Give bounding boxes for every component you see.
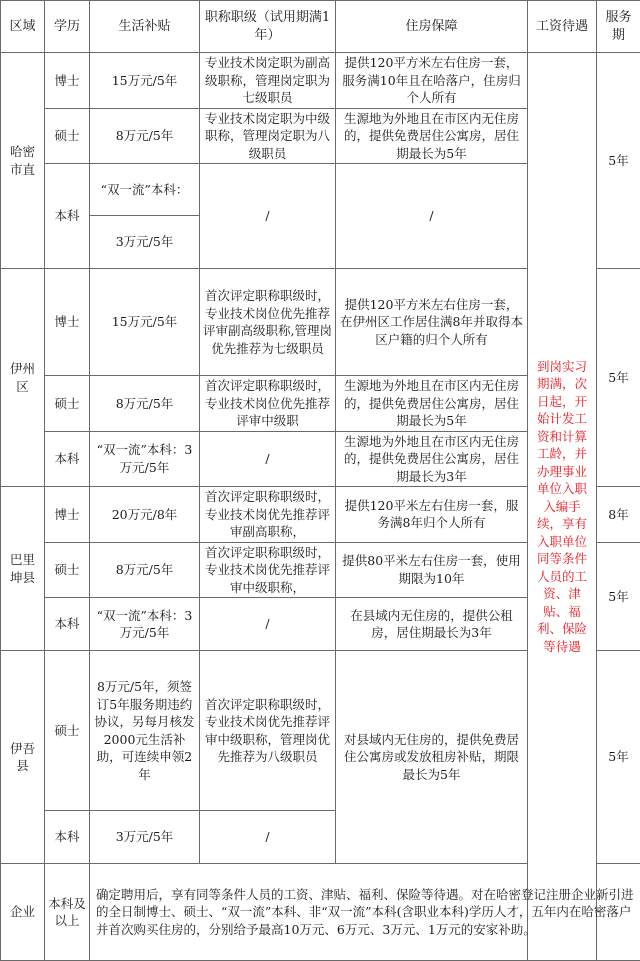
subsidy-cell: 8万元/5年，须签订5年服务期违约协议，另每月核发2000元生活补助，可连续申领2年	[90, 651, 200, 811]
subsidy-cell: “双一流”本科：	[90, 164, 200, 216]
title-level-cell: 首次评定职称职级时，专业技术岗优先推荐评审中级职称，	[200, 542, 336, 598]
service-cell: 5年	[597, 542, 640, 651]
housing-cell: 提供80平米左右住房一套，使用期限为10年	[336, 542, 528, 598]
header-salary: 工资待遇	[528, 1, 597, 53]
table-row	[1, 53, 640, 109]
subsidy-cell: 3万元/5年	[90, 216, 200, 269]
region-enterprise: 企业	[1, 864, 45, 961]
title-level-cell: 专业技术岗定职为中级职称，管理岗定职为八级职员	[200, 108, 336, 164]
subsidy-cell: 3万元/5年	[90, 811, 200, 864]
service-cell: 5年	[597, 53, 640, 269]
housing-cell: 生源地为外地且在市区内无住房的，提供免费居住公寓房，居住期最长为5年	[336, 108, 528, 164]
subsidy-cell: 8万元/5年	[90, 376, 200, 432]
degree-cell: 本科	[45, 431, 90, 487]
housing-cell: 提供120平米左右住房一套，服务满8年归个人所有	[336, 487, 528, 543]
region-yiwu: 伊吾县	[1, 651, 45, 864]
service-cell: 8年	[597, 487, 640, 543]
subsidy-cell: 20万元/8年	[90, 487, 200, 543]
salary-note: 到岗实习期满，次日起，开始计发工资和计算工龄，并办理事业单位入职入编手续，享有入职单位同等条件人员的工资、津贴、福利、保险等待遇	[528, 53, 597, 961]
title-level-cell: 专业技术岗定职为副高级职称，管理岗定职为七级职员	[200, 53, 336, 109]
header-region: 区域	[1, 1, 45, 53]
housing-cell: 提供120平方米左右住房一套，在伊州区工作居住满8年并取得本区户籍的归个人所有	[336, 269, 528, 376]
degree-cell: 硕士	[45, 651, 90, 811]
header-subsidy: 生活补贴	[90, 1, 200, 53]
title-level-cell: /	[200, 431, 336, 487]
housing-cell: 生源地为外地且在市区内无住房的，提供免费居住公寓房，居住期最长为5年	[336, 376, 528, 432]
degree-cell: 博士	[45, 487, 90, 543]
degree-cell: 硕士	[45, 542, 90, 598]
header-housing: 住房保障	[336, 1, 528, 53]
degree-cell: 本科及以上	[45, 864, 90, 961]
housing-cell: 提供120平方米左右住房一套，服务满10年且在哈落户，住房归个人所有	[336, 53, 528, 109]
service-cell: 5年	[597, 651, 640, 864]
header-row	[1, 1, 640, 53]
subsidy-cell: 15万元/5年	[90, 269, 200, 376]
region-hami: 哈密市直	[1, 53, 45, 269]
housing-cell: /	[336, 164, 528, 269]
degree-cell: 博士	[45, 53, 90, 109]
subsidy-cell: “双一流”本科：3万元/5年	[90, 598, 200, 651]
degree-cell: 硕士	[45, 108, 90, 164]
header-service: 服务期	[597, 1, 640, 53]
title-level-cell: /	[200, 598, 336, 651]
title-level-cell: /	[200, 164, 336, 269]
region-yizhou: 伊州区	[1, 269, 45, 487]
title-level-cell: 首次评定职称职级时，专业技术岗位优先推荐评审副高级职称,管理岗优先推荐为七级职员	[200, 269, 336, 376]
subsidy-cell: 8万元/5年	[90, 542, 200, 598]
subsidy-cell: 8万元/5年	[90, 108, 200, 164]
title-level-cell: 首次评定职称职级时，专业技术岗位优先推荐评审中级职	[200, 376, 336, 432]
title-level-cell: 首次评定职称职级时，专业技术岗优先推荐评审中级职称，管理岗优先推荐为八级职员	[200, 651, 336, 811]
housing-cell: 对县域内无住房的，提供免费居住公寓房或发放租房补贴，期限最长为5年	[336, 651, 528, 864]
table-row	[1, 864, 640, 961]
region-barkol: 巴里坤县	[1, 487, 45, 651]
subsidy-cell: 15万元/5年	[90, 53, 200, 109]
degree-cell: 本科	[45, 598, 90, 651]
degree-cell: 博士	[45, 269, 90, 376]
title-level-cell: /	[200, 811, 336, 864]
header-title-level: 职称职级（试用期满1年）	[200, 1, 336, 53]
enterprise-description: 确定聘用后，享有同等条件人员的工资、津贴、福利、保险等待遇。对在哈密登记注册企业新引进的全日制博士、硕士、“双一流”本科、非“双一流”本科(含职业本科)学历人才，五年内在哈密落户并首次购买住房的，分别给予最高10万元、6万元、3万元、1万元的安家补助。	[90, 864, 640, 961]
degree-cell: 硕士	[45, 376, 90, 432]
degree-cell: 本科	[45, 164, 90, 269]
degree-cell: 本科	[45, 811, 90, 864]
header-degree: 学历	[45, 1, 90, 53]
service-cell: 5年	[597, 269, 640, 487]
housing-cell: 在县域内无住房的，提供公租房，居住期最长为3年	[336, 598, 528, 651]
subsidy-cell: “双一流”本科：3万元/5年	[90, 431, 200, 487]
housing-cell: 生源地为外地且在市区内无住房的，提供免费居住公寓房，居住期最长为3年	[336, 431, 528, 487]
title-level-cell: 首次评定职称职级时，专业技术岗优先推荐评审副高职称，	[200, 487, 336, 543]
